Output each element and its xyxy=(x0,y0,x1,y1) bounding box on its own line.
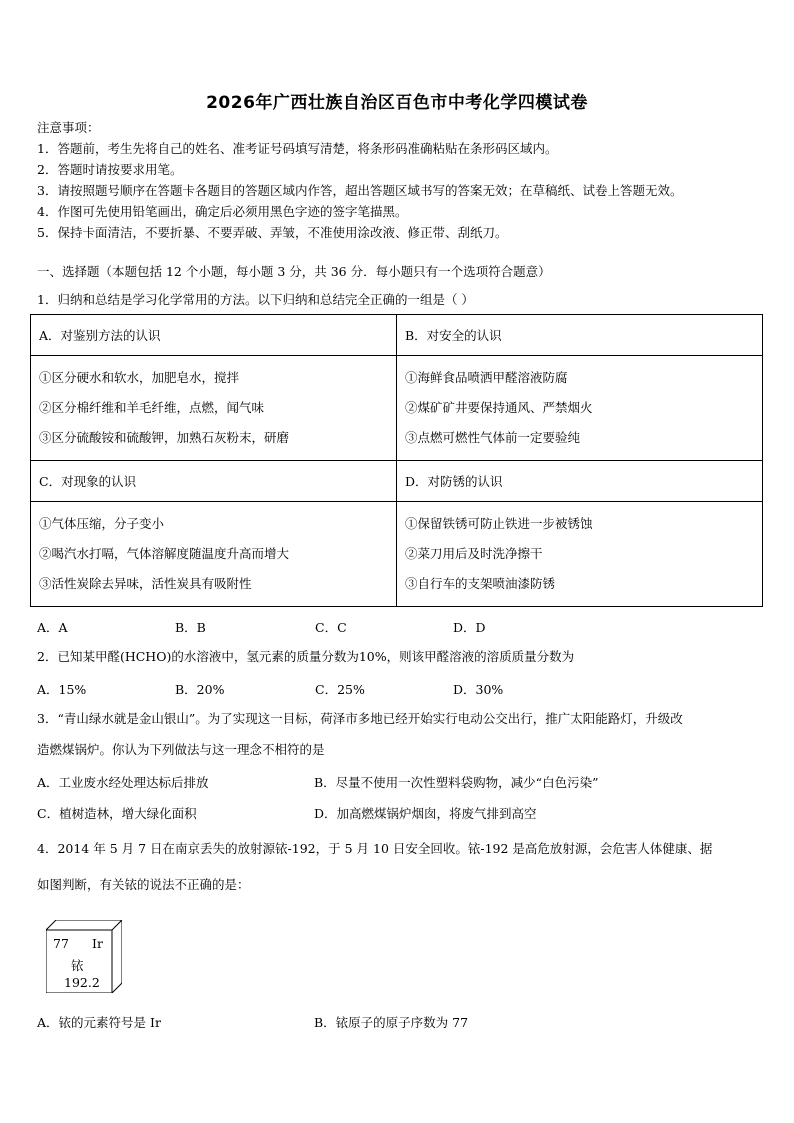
question-4-choices-row-1 xyxy=(37,1013,468,1031)
option-b-heading: B．对安全的认识 xyxy=(397,315,763,356)
option-c-item-1: ①气体压缩，分子变小 xyxy=(39,516,165,531)
question-4-stem-line-1: 4．2014 年 5 月 7 日在南京丢失的放射源铱-192，于 5 月 10 日安全回收。铱-192 是高危放射源，会危害人体健康、据 xyxy=(37,841,713,856)
page-title: 2026年广西壮族自治区百色市中考化学四模试卷 xyxy=(206,93,588,113)
option-a-item-3: ③区分硫酸铵和硫酸钾，加熟石灰粉末，研磨 xyxy=(39,430,290,445)
q2-choice-c[interactable]: C．25% xyxy=(315,682,365,697)
option-d-item-2: ②菜刀用后及时洗净擦干 xyxy=(405,546,543,561)
q4-choice-a[interactable]: A．铱的元素符号是 Ir xyxy=(37,1015,161,1030)
option-c-item-2: ②喝汽水打嗝，气体溶解度随温度升高而增大 xyxy=(39,546,290,561)
question-4-stem-line-2: 如图判断，有关铱的说法不正确的是： xyxy=(37,877,250,892)
option-c-heading: C．对现象的认识 xyxy=(31,461,397,502)
option-d-items xyxy=(397,502,763,607)
question-1-choices xyxy=(37,618,486,636)
q4-choice-b[interactable]: B．铱原子的原子序数为 77 xyxy=(314,1015,469,1030)
q1-choice-b[interactable]: B．B xyxy=(175,620,206,635)
q2-choice-b[interactable]: B．20% xyxy=(175,682,225,697)
question-2-stem: 2．已知某甲醛(HCHO)的水溶液中，氢元素的质量分数为10%，则该甲醛溶液的溶质质量分数为 xyxy=(37,649,575,664)
option-c-item-3: ③活性炭除去异味，活性炭具有吸附性 xyxy=(39,576,252,591)
element-symbol: Ir xyxy=(92,936,103,951)
q1-choice-c[interactable]: C．C xyxy=(315,620,347,635)
notice-item-1: 1．答题前，考生先将自己的姓名、准考证号码填写清楚，将条形码准确粘贴在条形码区域内。 xyxy=(37,141,558,156)
notice-item-4: 4．作图可先使用铅笔画出，确定后必须用黑色字迹的签字笔描黑。 xyxy=(37,204,408,219)
option-a-items xyxy=(31,356,397,461)
option-c-items xyxy=(31,502,397,607)
question-2-choices xyxy=(37,680,503,698)
section-heading: 一、选择题（本题包括 12 个小题，每小题 3 分，共 36 分．每小题只有一个选项符合题意） xyxy=(37,264,551,279)
option-b-item-3: ③点燃可燃性气体前一定要验纯 xyxy=(405,430,581,445)
option-a-item-1: ①区分硬水和软水，加肥皂水，搅拌 xyxy=(39,370,240,385)
notice-item-3: 3．请按照题号顺序在答题卡各题目的答题区域内作答，超出答题区域书写的答案无效；在草稿纸、试卷上答题无效。 xyxy=(37,183,683,198)
element-atomic-number: 77 xyxy=(53,936,69,951)
q2-choice-a[interactable]: A．15% xyxy=(37,682,87,697)
question-3-choices-row-2 xyxy=(37,804,537,822)
q3-choice-b[interactable]: B．尽量不使用一次性塑料袋购物，减少“白色污染” xyxy=(314,775,599,790)
question-1-table xyxy=(30,314,763,607)
element-name: 铱 xyxy=(71,958,84,973)
question-3-stem-line-2: 造燃煤锅炉。你认为下列做法与这一理念不相符的是 xyxy=(37,742,325,757)
option-b-item-2: ②煤矿矿井要保持通风、严禁烟火 xyxy=(405,400,593,415)
element-card-iridium xyxy=(46,920,122,993)
q1-choice-d[interactable]: D．D xyxy=(453,620,486,635)
notice-item-5: 5．保持卡面清洁，不要折暴、不要弄破、弄皱，不准使用涂改液、修正带、刮纸刀。 xyxy=(37,225,508,240)
option-a-heading: A．对鉴别方法的认识 xyxy=(31,315,397,356)
q2-choice-d[interactable]: D．30% xyxy=(453,682,504,697)
option-b-item-1: ①海鲜食品喷洒甲醛溶液防腐 xyxy=(405,370,568,385)
q3-choice-d[interactable]: D．加高燃煤锅炉烟囱，将废气排到高空 xyxy=(314,806,537,821)
q3-choice-a[interactable]: A．工业废水经处理达标后排放 xyxy=(37,775,209,790)
option-a-item-2: ②区分棉纤维和羊毛纤维，点燃，闻气味 xyxy=(39,400,265,415)
question-3-stem-line-1: 3．“青山绿水就是金山银山”。为了实现这一目标，荷泽市多地已经开始实行电动公交出行，推广太阳能路灯，升级改 xyxy=(37,711,683,726)
option-b-items xyxy=(397,356,763,461)
q1-choice-a[interactable]: A．A xyxy=(37,620,68,635)
option-d-item-1: ①保留铁锈可防止铁进一步被锈蚀 xyxy=(405,516,593,531)
notice-item-2: 2．答题时请按要求用笔。 xyxy=(37,162,183,177)
element-atomic-mass: 192.2 xyxy=(64,975,100,990)
notice-heading: 注意事项： xyxy=(37,120,100,135)
option-d-item-3: ③自行车的支架喷油漆防锈 xyxy=(405,576,556,591)
question-1-stem: 1．归纳和总结是学习化学常用的方法。以下归纳和总结完全正确的一组是（ ） xyxy=(37,292,474,307)
option-d-heading: D．对防锈的认识 xyxy=(397,461,763,502)
question-3-choices-row-1 xyxy=(37,773,598,791)
q3-choice-c[interactable]: C．植树造林，增大绿化面积 xyxy=(37,806,197,821)
